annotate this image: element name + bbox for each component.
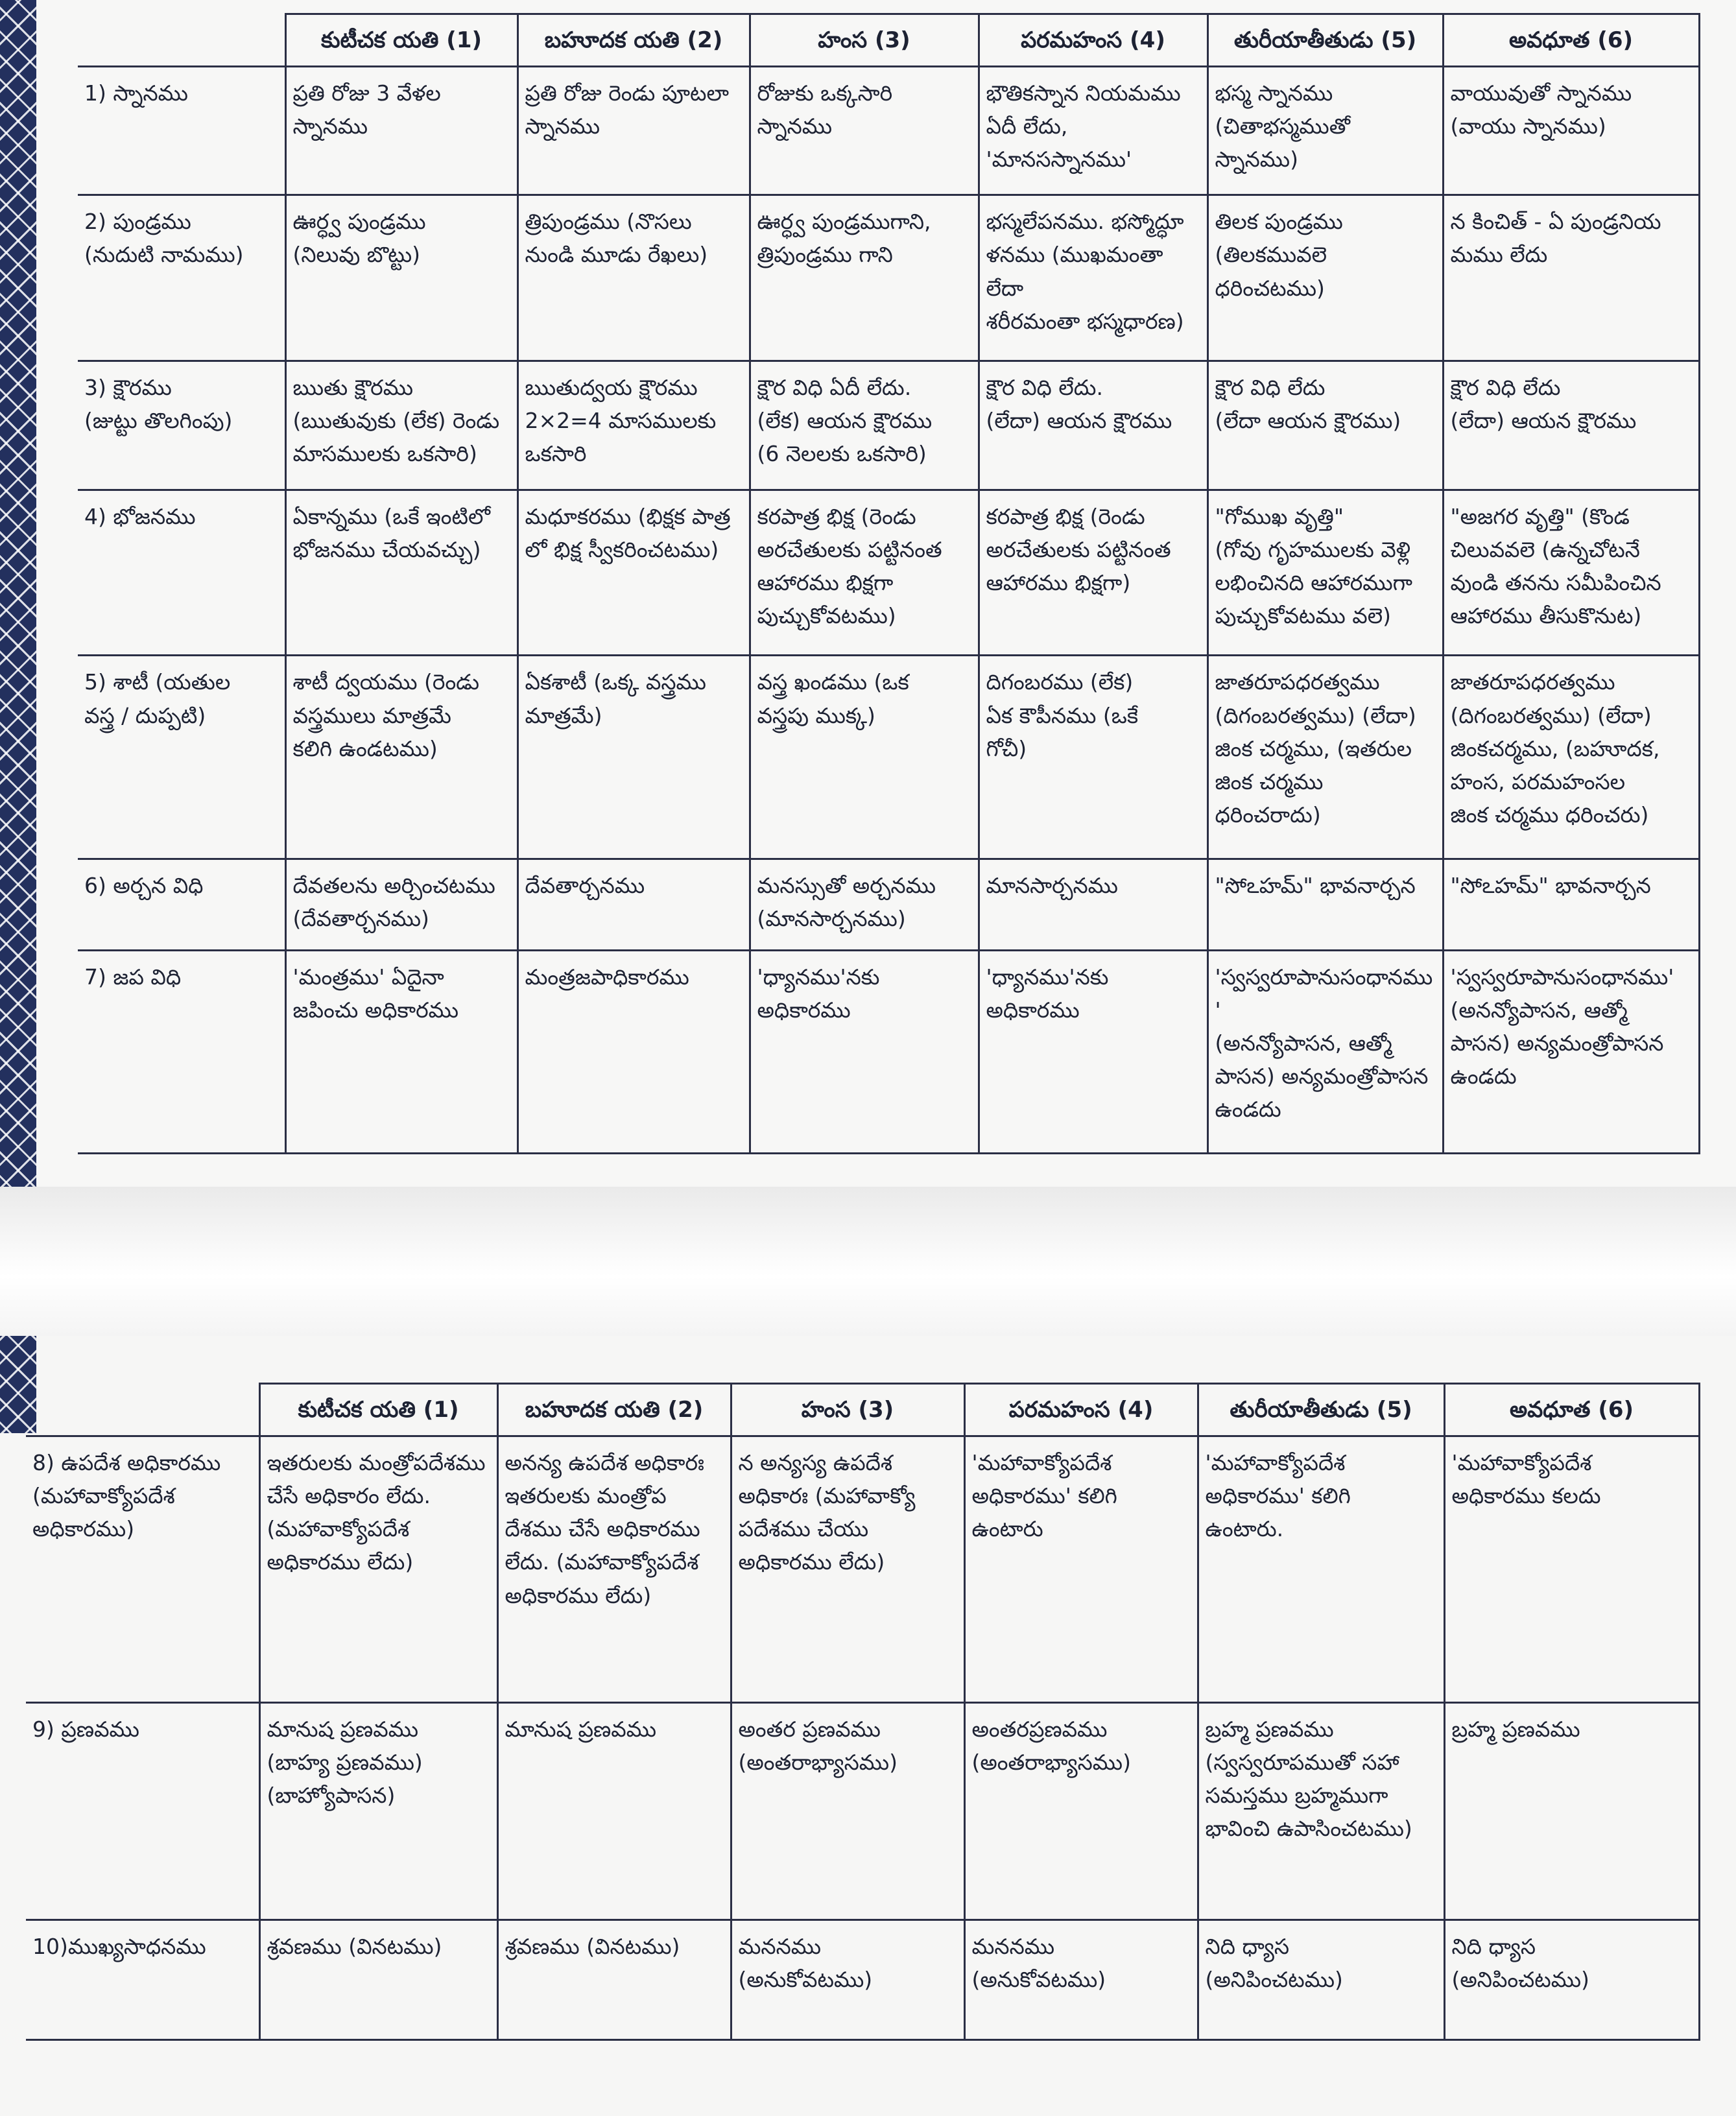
- table-cell: 'స్వస్వరూపానుసంధానము' (అనన్యోపాసన, ఆత్మో పాసన) అన్యమంత్రోపాసన ఉండదు: [1207, 950, 1443, 1153]
- row-label: 2) పుండ్రము (నుదుటి నామము): [78, 195, 285, 361]
- table-cell: శ్రవణము (వినటము): [497, 1920, 731, 2040]
- table-cell: న అన్యస్య ఉపదేశ అధికారః (మహావాక్యో పదేశము చేయు అధికారము లేదు): [731, 1436, 964, 1703]
- header-corner: [78, 14, 285, 67]
- table-cell: ఋతు క్షౌరము (ఋతువుకు (లేక) రెండు మాసములకు ఒకసారి): [285, 361, 517, 490]
- table-cell: క్షౌర విధి లేదు (లేదా) ఆయన క్షౌరము: [1443, 361, 1699, 490]
- table-cell: నిది ధ్యాస (అనిపించటము): [1198, 1920, 1444, 2040]
- header-avadhuta: అవధూత (6): [1444, 1384, 1699, 1436]
- table-cell: కరపాత్ర భిక్ష (రెండు అరచేతులకు పట్టినంత ఆహారము భిక్షగా): [979, 490, 1207, 656]
- table-cell: 'మహావాక్యోపదేశ అధికారము కలదు: [1444, 1436, 1699, 1703]
- table-cell: దిగంబరము (లేక) ఏక కౌపీనము (ఒకే గోచీ): [979, 656, 1207, 859]
- table-cell: భస్మ స్నానము (చితాభస్మముతో స్నానము): [1207, 67, 1443, 195]
- row-label: 4) భోజనము: [78, 490, 285, 656]
- yati-comparison-table-part-1: [78, 13, 1700, 1154]
- table-cell: మననము (అనుకోవటము): [731, 1920, 964, 2040]
- table-cell: త్రిపుండ్రము (నొసలు నుండి మూడు రేఖలు): [517, 195, 750, 361]
- table-cell: బ్రహ్మ ప్రణవము: [1444, 1702, 1699, 1920]
- table-cell: భౌతికస్నాన నియమము ఏదీ లేదు, 'మానసస్నానము': [979, 67, 1207, 195]
- table-row: [78, 67, 1699, 195]
- table-cell: బ్రహ్మ ప్రణవము (స్వస్వరూపముతో సహా సమస్తము బ్రహ్మముగా భావించి ఉపాసించటము): [1198, 1702, 1444, 1920]
- table-cell: కరపాత్ర భిక్ష (రెండు అరచేతులకు పట్టినంత ఆహారము భిక్షగా పుచ్చుకోవటము): [750, 490, 979, 656]
- table-cell: ఊర్ధ్వ పుండ్రము (నిలువు బొట్టు): [285, 195, 517, 361]
- table-cell: "సోఽహమ్" భావనార్చన: [1443, 859, 1699, 950]
- table-row: [26, 1920, 1699, 2040]
- table-cell: దేవతార్చనము: [517, 859, 750, 950]
- table-cell: 'మంత్రము' ఏదైనా జపించు అధికారము: [285, 950, 517, 1153]
- table-header-row: [26, 1384, 1699, 1436]
- table-cell: ఇతరులకు మంత్రోపదేశము చేసే అధికారం లేదు. (మహావాక్యోపదేశ అధికారము లేదు): [259, 1436, 497, 1703]
- header-paramahamsa: పరమహంస (4): [964, 1384, 1198, 1436]
- table-cell: శాటీ ద్వయము (రెండు వస్త్రములు మాత్రమే కలిగి ఉండటము): [285, 656, 517, 859]
- table-cell: ప్రతి రోజు 3 వేళల స్నానము: [285, 67, 517, 195]
- table-row: [78, 859, 1699, 950]
- table-row: [78, 195, 1699, 361]
- table-cell: నిది ధ్యాస (అనిపించటము): [1444, 1920, 1699, 2040]
- table-row: [78, 490, 1699, 656]
- table-cell: శ్రవణము (వినటము): [259, 1920, 497, 2040]
- table-cell: వాయువుతో స్నానము (వాయు స్నానము): [1443, 67, 1699, 195]
- table-row: [78, 950, 1699, 1153]
- row-label: 3) క్షౌరము (జుట్టు తొలగింపు): [78, 361, 285, 490]
- table-cell: న కించిత్ - ఏ పుండ్రనియ మము లేదు: [1443, 195, 1699, 361]
- table-cell: మననము (అనుకోవటము): [964, 1920, 1198, 2040]
- header-hamsa: హంస (3): [750, 14, 979, 67]
- table-cell: క్షౌర విధి ఏదీ లేదు. (లేక) ఆయన క్షౌరము (6 నెలలకు ఒకసారి): [750, 361, 979, 490]
- header-kutichaka: కుటీచక యతి (1): [259, 1384, 497, 1436]
- table-cell: ఊర్ధ్వ పుండ్రముగాని, త్రిపుండ్రము గాని: [750, 195, 979, 361]
- table-cell: మంత్రజపాధికారము: [517, 950, 750, 1153]
- table-cell: ఏకాన్నము (ఒకే ఇంటిలో భోజనము చేయవచ్చు): [285, 490, 517, 656]
- table-row: [78, 361, 1699, 490]
- row-label: 1) స్నానము: [78, 67, 285, 195]
- header-paramahamsa: పరమహంస (4): [979, 14, 1207, 67]
- table-cell: 'మహావాక్యోపదేశ అధికారము' కలిగి ఉంటారు.: [1198, 1436, 1444, 1703]
- table-cell: క్షౌర విధి లేదు (లేదా ఆయన క్షౌరము): [1207, 361, 1443, 490]
- table-cell: అంతర ప్రణవము (అంతరాభ్యాసము): [731, 1702, 964, 1920]
- table-cell: వస్త్ర ఖండము (ఒక వస్త్రపు ముక్క): [750, 656, 979, 859]
- row-label: 10)ముఖ్యసాధనము: [26, 1920, 259, 2040]
- table-cell: "అజగర వృత్తి" (కొండ చిలువవలె (ఉన్నచోటనే వుండి తనను సమీపించిన ఆహారము తీసుకొనుట): [1443, 490, 1699, 656]
- yati-comparison-table-part-2: [26, 1383, 1700, 2041]
- table-cell: "గోముఖ వృత్తి" (గోవు గృహములకు వెళ్లి లభించినది ఆహారముగా పుచ్చుకోవటము వలె): [1207, 490, 1443, 656]
- table-cell: మానుష ప్రణవము: [497, 1702, 731, 1920]
- table-cell: రోజుకు ఒక్కసారి స్నానము: [750, 67, 979, 195]
- table-cell: 'ధ్యానము'నకు అధికారము: [979, 950, 1207, 1153]
- row-label: 8) ఉపదేశ అధికారము (మహావాక్యోపదేశ అధికారము): [26, 1436, 259, 1703]
- row-label: 6) అర్చన విధి: [78, 859, 285, 950]
- table-row: [78, 656, 1699, 859]
- header-turiyatita: తురీయాతీతుడు (5): [1207, 14, 1443, 67]
- table-row: [26, 1436, 1699, 1703]
- table-cell: మధూకరము (భిక్షక పాత్ర లో భిక్ష స్వీకరించటము): [517, 490, 750, 656]
- table-cell: ఏకశాటీ (ఒక్క వస్త్రము మాత్రమే): [517, 656, 750, 859]
- table-cell: జాతరూపధరత్వము (దిగంబరత్వము) (లేదా) జింక చర్మము, (ఇతరుల జింక చర్మము ధరించరాదు): [1207, 656, 1443, 859]
- table-cell: "సోఽహమ్" భావనార్చన: [1207, 859, 1443, 950]
- header-turiyatita: తురీయాతీతుడు (5): [1198, 1384, 1444, 1436]
- row-label: 7) జప విధి: [78, 950, 285, 1153]
- table-row: [26, 1702, 1699, 1920]
- table-cell: ఋతుద్వయ క్షౌరము 2×2=4 మాసములకు ఒకసారి: [517, 361, 750, 490]
- table-cell: క్షౌర విధి లేదు. (లేదా) ఆయన క్షౌరము: [979, 361, 1207, 490]
- table-cell: 'మహావాక్యోపదేశ అధికారము' కలిగి ఉంటారు: [964, 1436, 1198, 1703]
- table-cell: తిలక పుండ్రము (తిలకమువలె ధరించటము): [1207, 195, 1443, 361]
- table-cell: అనన్య ఉపదేశ అధికారః ఇతరులకు మంత్రోప దేశము చేసే అధికారము లేదు. (మహావాక్యోపదేశ అధికారము లేదు): [497, 1436, 731, 1703]
- header-bahudaka: బహూదక యతి (2): [517, 14, 750, 67]
- header-bahudaka: బహూదక యతి (2): [497, 1384, 731, 1436]
- document-page-bottom: [0, 1336, 1736, 2116]
- table-cell: ప్రతి రోజు రెండు పూటలా స్నానము: [517, 67, 750, 195]
- header-corner: [26, 1384, 259, 1436]
- table-cell: భస్మలేపనము. భస్మోద్ధూ ళనము (ముఖమంతా లేదా శరీరమంతా భస్మధారణ): [979, 195, 1207, 361]
- table-cell: జాతరూపధరత్వము (దిగంబరత్వము) (లేదా) జింకచర్మము, (బహూదక, హంస, పరమహంసల జింక చర్మము ధరించరు): [1443, 656, 1699, 859]
- table-cell: 'స్వస్వరూపానుసంధానము' (అనన్యోపాసన, ఆత్మో పాసన) అన్యమంత్రోపాసన ఉండదు: [1443, 950, 1699, 1153]
- row-label: 9) ప్రణవము: [26, 1702, 259, 1920]
- table-header-row: [78, 14, 1699, 67]
- table-cell: మానుష ప్రణవము (బాహ్య ప్రణవము) (బాహ్యోపాసన): [259, 1702, 497, 1920]
- table-cell: దేవతలను అర్చించటము (దేవతార్చనము): [285, 859, 517, 950]
- table-cell: మనస్సుతో అర్చనము (మానసార్చనము): [750, 859, 979, 950]
- header-avadhuta: అవధూత (6): [1443, 14, 1699, 67]
- table-cell: 'ధ్యానము'నకు అధికారము: [750, 950, 979, 1153]
- table-cell: అంతరప్రణవము (అంతరాభ్యాసము): [964, 1702, 1198, 1920]
- header-hamsa: హంస (3): [731, 1384, 964, 1436]
- page-gap: [0, 1187, 1736, 1336]
- row-label: 5) శాటీ (యతుల వస్త్ర / దుప్పటి): [78, 656, 285, 859]
- decorative-border: [0, 0, 36, 1187]
- header-kutichaka: కుటీచక యతి (1): [285, 14, 517, 67]
- table-cell: మానసార్చనము: [979, 859, 1207, 950]
